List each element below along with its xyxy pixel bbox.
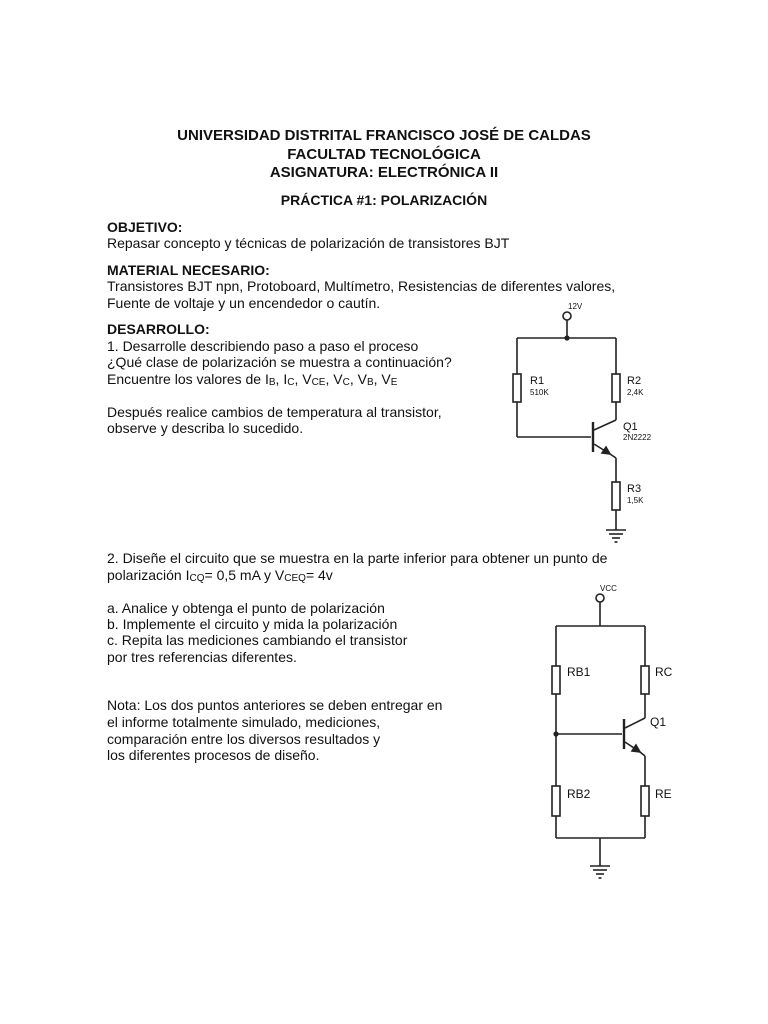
rb2-resistor bbox=[552, 786, 560, 816]
note-line-3: comparación entre los diversos resultados y bbox=[107, 731, 381, 747]
re-resistor bbox=[641, 786, 649, 816]
item2-line-2: polarización $I_{CQ}= 0,5$ mA y $V_{CEQ}= 4v$ bbox=[107, 567, 333, 584]
c1-r1-name: R1 bbox=[530, 375, 545, 387]
c2-vcc-label: VCC bbox=[600, 584, 617, 593]
c1-r3-name: R3 bbox=[627, 483, 642, 495]
c1-r1-value: 510K bbox=[530, 388, 549, 397]
materials-heading: MATERIAL NECESARIO: bbox=[107, 262, 270, 278]
vcc-terminal-icon bbox=[596, 594, 604, 602]
faculty-title: FACULTAD TECNOLÓGICA bbox=[287, 146, 481, 163]
rb1-resistor bbox=[552, 666, 560, 694]
item2-a: a. Analice y obtenga el punto de polarización bbox=[107, 600, 385, 616]
note-line-1: Nota: Los dos puntos anteriores se deben entregar en bbox=[107, 697, 443, 713]
item1-line-3: Encuentre los valores de $I_B$, $I_C$, $V_{CE}$, $V_C$, $V_B$, $V_E$ bbox=[107, 371, 398, 388]
c1-r3-value: 1,5K bbox=[627, 496, 644, 505]
practice-title: PRÁCTICA #1: POLARIZACIÓN bbox=[280, 192, 488, 208]
development-heading: DESARROLLO: bbox=[107, 321, 210, 337]
c2-q1-label: Q1 bbox=[650, 715, 667, 729]
objective-text: Repasar concepto y técnicas de polarización de transistores BJT bbox=[107, 235, 510, 251]
note-line-4: los diferentes procesos de diseño. bbox=[107, 747, 320, 763]
c2-rb1-label: RB1 bbox=[567, 665, 591, 679]
materials-line-2: Fuente de voltaje y un encendedor o cautín. bbox=[107, 295, 381, 311]
c1-q1-model: 2N2222 bbox=[623, 433, 652, 442]
c1-supply-label: 12V bbox=[568, 302, 583, 311]
item2-c-cont: por tres referencias diferentes. bbox=[107, 649, 297, 665]
q1-emitter-arrow-icon-2 bbox=[632, 745, 640, 752]
materials-line-1: Transistores BJT npn, Protoboard, Multímetro, Resistencias de diferentes valores, bbox=[107, 278, 616, 294]
university-title: UNIVERSIDAD DISTRITAL FRANCISCO JOSÉ DE CALDAS bbox=[177, 127, 591, 144]
note-line-2: el informe totalmente simulado, mediciones, bbox=[107, 714, 381, 730]
item1-line-2: ¿Qué clase de polarización se muestra a continuación? bbox=[107, 354, 452, 370]
c1-r2-name: R2 bbox=[627, 375, 642, 387]
rc-resistor bbox=[641, 666, 649, 694]
item1-line-1: 1. Desarrolle describiendo paso a paso el proceso bbox=[107, 338, 419, 354]
objective-heading: OBJETIVO: bbox=[107, 219, 183, 235]
subject-title: ASIGNATURA: ELECTRÓNICA II bbox=[269, 164, 499, 181]
temperature-line-2: observe y describa lo sucedido. bbox=[107, 420, 304, 436]
c2-rb2-label: RB2 bbox=[567, 787, 591, 801]
c1-q1-name: Q1 bbox=[623, 421, 638, 433]
item2-b: b. Implemente el circuito y mida la polarización bbox=[107, 616, 398, 632]
item2-line-1: 2. Diseñe el circuito que se muestra en la parte inferior para obtener un punto de bbox=[107, 550, 608, 566]
c2-re-label: RE bbox=[655, 787, 672, 801]
c2-rc-label: RC bbox=[655, 665, 673, 679]
c1-r2-value: 2,4K bbox=[627, 388, 644, 397]
item2-c: c. Repita las mediciones cambiando el transistor bbox=[107, 632, 408, 648]
temperature-line-1: Después realice cambios de temperatura al transistor, bbox=[107, 404, 442, 420]
